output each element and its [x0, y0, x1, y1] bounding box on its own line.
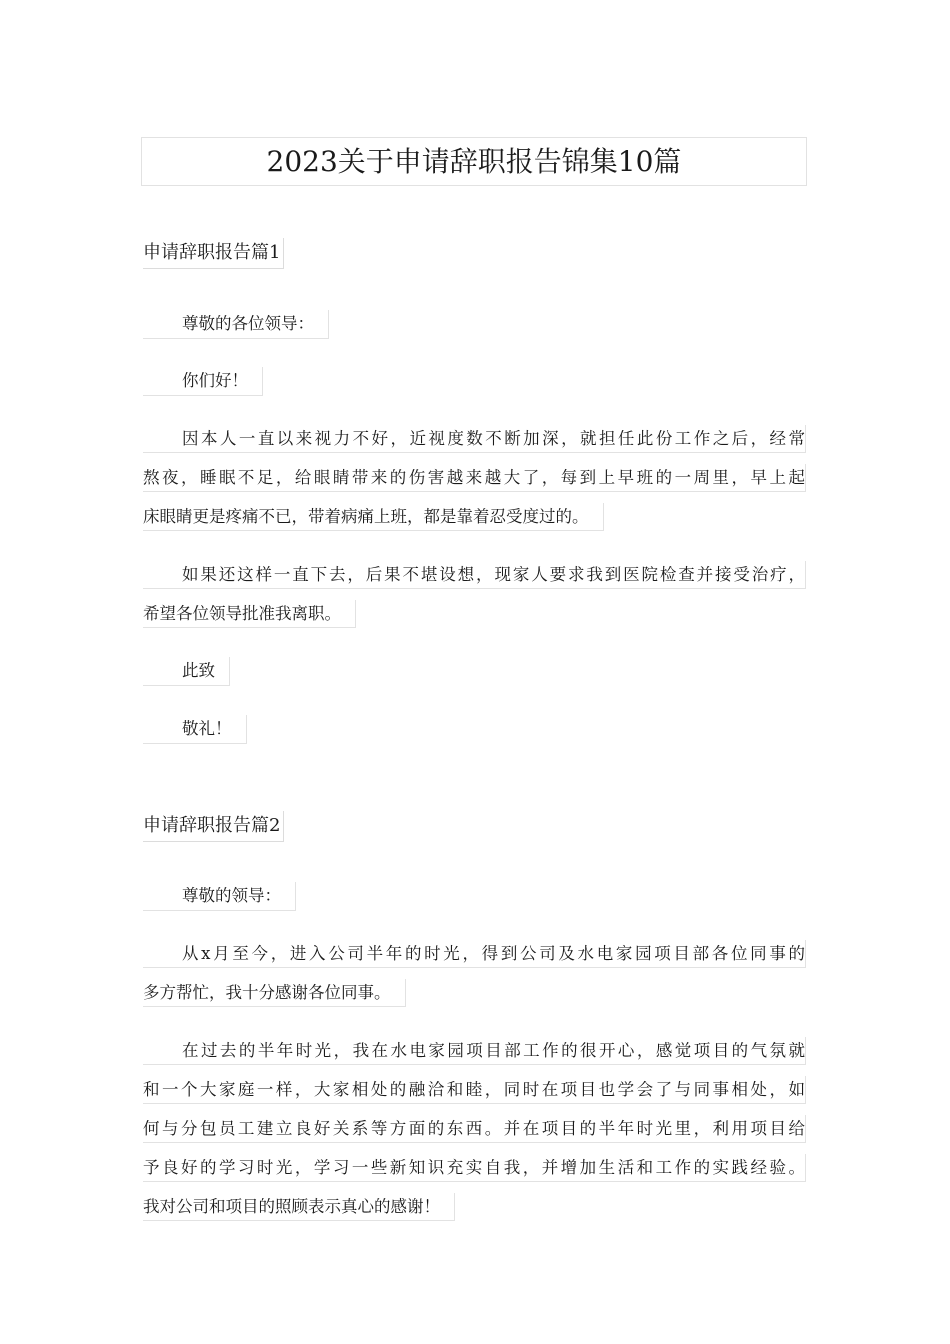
salutation-1: 尊敬的各位领导：	[143, 310, 329, 339]
paragraph-line: 何与分包员工建立良好关系等方面的东西。并在项目的半年时光里，利用项目给	[143, 1115, 806, 1143]
section-heading-1: 申请辞职报告篇1	[143, 238, 284, 269]
paragraph-line: 如果还这样一直下去，后果不堪设想，现家人要求我到医院检查并接受治疗，	[143, 561, 806, 589]
greeting-1: 你们好！	[143, 367, 263, 396]
paragraph-line: 从x月至今，进入公司半年的时光，得到公司及水电家园项目部各位同事的	[143, 940, 806, 968]
paragraph-line: 希望各位领导批准我离职。	[143, 600, 356, 628]
paragraph-line: 多方帮忙，我十分感谢各位同事。	[143, 979, 406, 1007]
paragraph-line: 因本人一直以来视力不好，近视度数不断加深，就担任此份工作之后，经常	[143, 425, 806, 453]
closing-line-1: 此致	[143, 657, 230, 686]
paragraph-line: 在过去的半年时光，我在水电家园项目部工作的很开心，感觉项目的气氛就	[143, 1037, 806, 1065]
section-heading-2: 申请辞职报告篇2	[143, 811, 284, 842]
paragraph-line: 熬夜，睡眠不足，给眼睛带来的伤害越来越大了，每到上早班的一周里，早上起	[143, 464, 806, 492]
salutation-2: 尊敬的领导：	[143, 882, 296, 911]
paragraph-line: 我对公司和项目的照顾表示真心的感谢！	[143, 1193, 455, 1221]
paragraph-line: 予良好的学习时光，学习一些新知识充实自我，并增加生活和工作的实践经验。	[143, 1154, 806, 1182]
page-title: 2023关于申请辞职报告锦集10篇	[141, 137, 807, 186]
closing-line-2: 敬礼！	[143, 715, 247, 744]
paragraph-line: 床眼睛更是疼痛不已，带着病痛上班，都是靠着忍受度过的。	[143, 503, 604, 531]
paragraph-line: 和一个大家庭一样，大家相处的融洽和睦，同时在项目也学会了与同事相处，如	[143, 1076, 806, 1104]
